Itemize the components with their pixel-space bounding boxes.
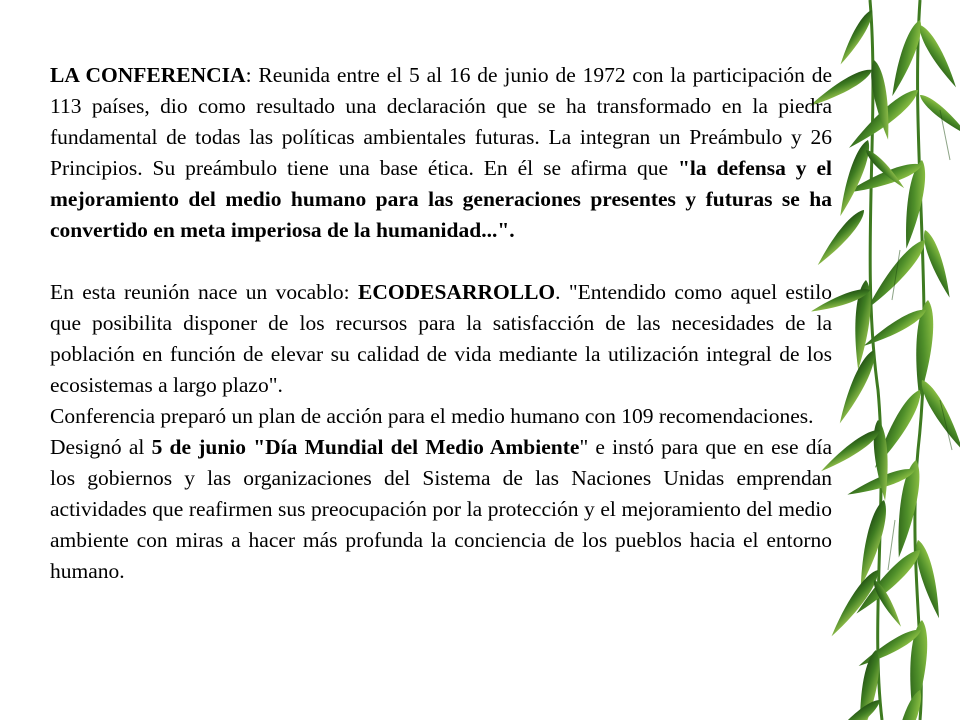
environment-day-date: 5 de junio "Día Mundial del Medio Ambiente — [151, 435, 580, 459]
environment-day-paragraph — [50, 432, 832, 587]
conference-paragraph — [50, 60, 832, 246]
paragraph-gap — [50, 246, 832, 277]
ecodesarrollo-term: ECODESARROLLO — [358, 280, 556, 304]
ecodesarrollo-definition: . "Entendido como aquel estilo que posibilita disponer de los recursos para la satisfacción de las necesidades de la población en función de elevar su calidad de vida mediante la utilización integral de los ecosistemas a largo plazo". — [50, 280, 832, 397]
environment-day-intro: Designó al — [50, 435, 152, 459]
action-plan-paragraph: Conferencia preparó un plan de acción para el medio humano con 109 recomendaciones. — [50, 404, 814, 428]
conference-heading: LA CONFERENCIA — [50, 63, 246, 87]
ecodesarrollo-paragraph — [50, 277, 832, 401]
preamble-quote: "la defensa y el mejoramiento del medio humano para las generaciones presentes y futuras se ha convertido en meta imperiosa de la humanidad...". — [50, 156, 832, 242]
ecodesarrollo-intro: En esta reunión nace un vocablo: — [50, 280, 359, 304]
conference-description: : Reunida entre el 5 al 16 de junio de 1972 con la participación de 113 países, dio como resultado una declaración que se ha transformado en la piedra fundamental de todas las políticas ambientales futuras. La integran un Preámbulo y 26 Principios. Su preámbulo tiene una base ética. En él se afirma que — [50, 63, 833, 180]
slide-text — [50, 60, 832, 587]
environment-day-description: " e instó para que en ese día los gobiernos y las organizaciones del Sistema de las Naciones Unidas emprendan actividades que reafirmen sus preocupación por la protección y el mejoramiento del medio ambiente con miras a hacer más profunda la conciencia de los pueblos hacia el entorno humano. — [50, 435, 833, 583]
